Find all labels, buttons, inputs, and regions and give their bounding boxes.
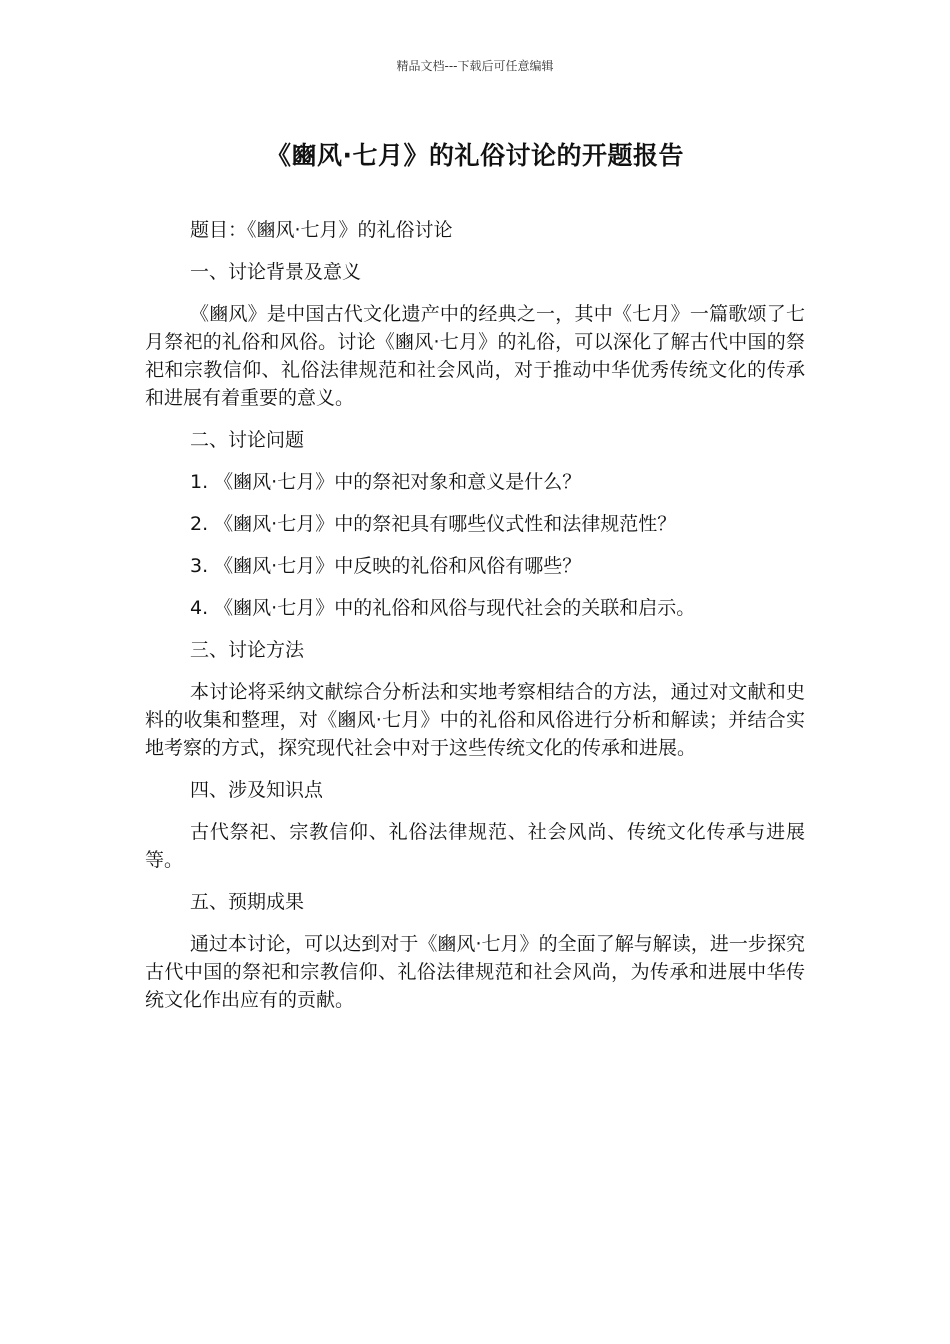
question-item: 1. 《豳风·七月》中的祭祀对象和意义是什么？	[190, 471, 582, 493]
question-item: 3. 《豳风·七月》中反映的礼俗和风俗有哪些？	[190, 555, 582, 577]
section-body-background: 《豳风》是中国古代文化遗产中的经典之一，其中《七月》一篇歌颂了七月祭祀的礼俗和风俗。讨论《豳风·七月》的礼俗，可以深化了解古代中国的祭祀和宗教信仰、礼俗法律规范和社会风尚，对于推动中华优秀传统文化的传承和进展有着重要的意义。	[145, 303, 805, 409]
section-heading-methods: 三、讨论方法	[190, 639, 305, 661]
document-title: 《豳风·七月》的礼俗讨论的开题报告	[266, 141, 684, 170]
section-heading-outcomes: 五、预期成果	[190, 891, 305, 913]
section-heading-knowledge: 四、涉及知识点	[190, 779, 324, 801]
document-body	[145, 216, 805, 1028]
section-heading-questions: 二、讨论问题	[190, 429, 305, 451]
header-note: 精品文档---下载后可任意编辑	[396, 59, 554, 73]
section-body-methods: 本讨论将采纳文献综合分析法和实地考察相结合的方法，通过对文献和史料的收集和整理，对《豳风·七月》中的礼俗和风俗进行分析和解读；并结合实地考察的方式，探究现代社会中对于这些传统文化的传承和进展。	[145, 681, 805, 759]
section-body-outcomes: 通过本讨论，可以达到对于《豳风·七月》的全面了解与解读，进一步探究古代中国的祭祀和宗教信仰、礼俗法律规范和社会风尚，为传承和进展中华传统文化作出应有的贡献。	[145, 933, 805, 1011]
question-item: 2. 《豳风·七月》中的祭祀具有哪些仪式性和法律规范性？	[190, 513, 677, 535]
topic-line: 题目：《豳风·七月》的礼俗讨论	[190, 219, 453, 241]
question-item: 4. 《豳风·七月》中的礼俗和风俗与现代社会的关联和启示。	[190, 597, 696, 619]
section-heading-background: 一、讨论背景及意义	[190, 261, 362, 283]
section-body-knowledge: 古代祭祀、宗教信仰、礼俗法律规范、社会风尚、传统文化传承与进展等。	[145, 821, 805, 871]
